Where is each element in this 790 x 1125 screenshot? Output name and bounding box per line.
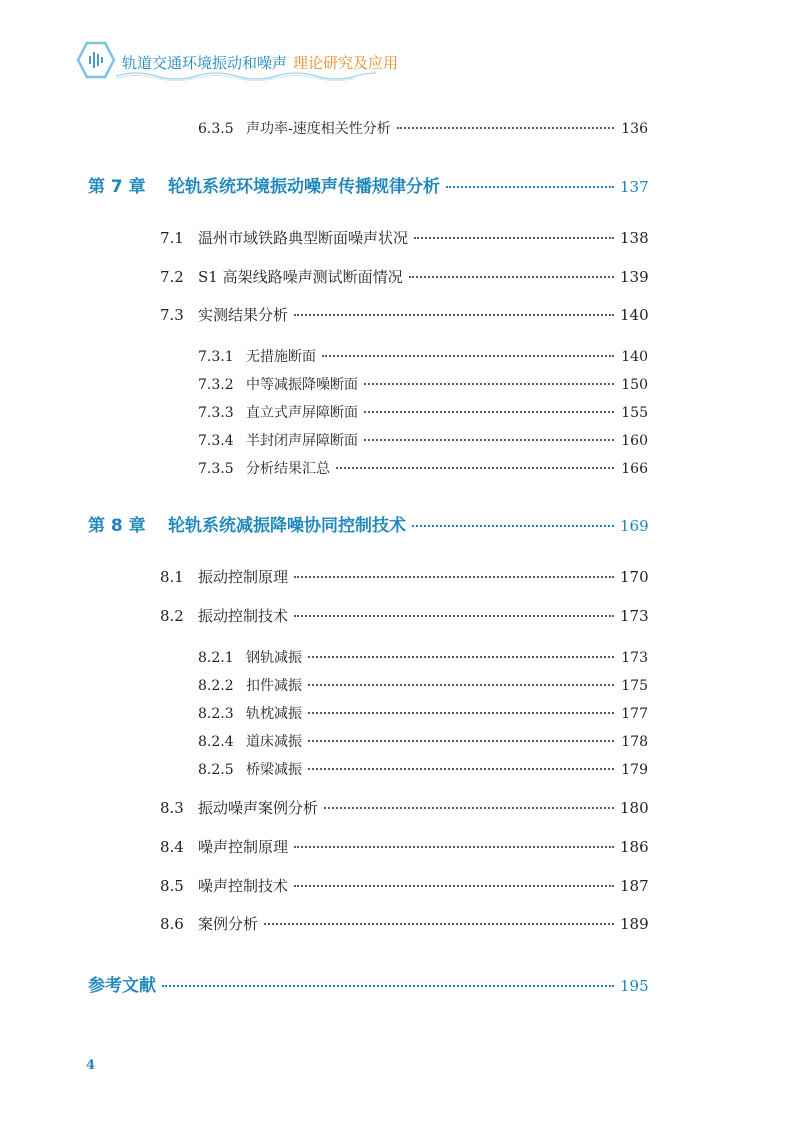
- chapter-page: 169: [620, 517, 649, 535]
- toc-entry[interactable]: [160, 797, 648, 818]
- toc-page: 180: [620, 799, 649, 817]
- toc-entry[interactable]: [198, 647, 648, 667]
- toc-entry[interactable]: [160, 605, 648, 626]
- toc-number: 7.3.4: [198, 433, 234, 449]
- dot-leader: [364, 382, 614, 385]
- dot-leader: [308, 711, 614, 714]
- dot-leader: [308, 739, 614, 742]
- toc-entry[interactable]: [160, 875, 648, 896]
- toc-entry[interactable]: [198, 458, 648, 478]
- dot-leader: [294, 884, 614, 887]
- toc-title: 噪声控制原理: [198, 838, 289, 856]
- toc-entry[interactable]: [198, 731, 648, 751]
- toc-number: 7.3.2: [198, 377, 234, 393]
- dot-leader: [308, 683, 614, 686]
- toc-title: S1 高架线路噪声测试断面情况: [198, 268, 403, 286]
- toc-page: 187: [620, 877, 649, 895]
- dot-leader: [409, 275, 614, 278]
- toc-number: 8.2.3: [198, 706, 234, 722]
- toc-page: 186: [620, 838, 649, 856]
- toc-entry[interactable]: [198, 430, 648, 450]
- toc-chapter-entry[interactable]: [88, 511, 648, 536]
- toc-page: 140: [620, 306, 649, 324]
- toc-page: 173: [621, 650, 648, 666]
- toc-number: 7.2: [160, 268, 184, 286]
- dot-leader: [397, 126, 614, 129]
- toc-number: 8.2.2: [198, 678, 234, 694]
- toc-title: 声功率-速度相关性分析: [246, 121, 391, 137]
- toc-title: 噪声控制技术: [198, 877, 289, 895]
- toc-number: 8.2.4: [198, 734, 234, 750]
- toc-page: 150: [621, 377, 648, 393]
- toc-title: 分析结果汇总: [246, 461, 330, 477]
- book-subtitle: 理论研究及应用: [293, 54, 399, 72]
- toc-number: 8.5: [160, 877, 184, 895]
- toc-entry[interactable]: [198, 374, 648, 394]
- toc-entry[interactable]: [160, 566, 648, 587]
- toc-title: 案例分析: [198, 915, 259, 933]
- toc-page: 177: [621, 706, 648, 722]
- toc-title: 扣件减振: [246, 678, 302, 694]
- dot-leader: [364, 438, 614, 441]
- toc-chapter-entry[interactable]: [88, 172, 648, 197]
- dot-leader: [324, 806, 614, 809]
- toc-page: 138: [620, 229, 649, 247]
- dot-leader: [294, 313, 614, 316]
- chapter-title: 轮轨系统环境振动噪声传播规律分析: [168, 177, 440, 197]
- toc-number: 8.4: [160, 838, 184, 856]
- toc-number: 7.3: [160, 306, 184, 324]
- dot-leader: [412, 524, 614, 527]
- book-title: 轨道交通环境振动和噪声 理论研究及应用: [122, 54, 399, 72]
- toc-number: 8.1: [160, 568, 184, 586]
- toc-page: 178: [621, 734, 648, 750]
- dot-leader: [414, 236, 614, 239]
- dot-leader: [364, 410, 614, 413]
- toc-title: 道床减振: [246, 734, 302, 750]
- toc-entry[interactable]: [160, 836, 648, 857]
- toc-title: 振动噪声案例分析: [198, 799, 319, 817]
- chapter-page: 137: [620, 178, 649, 196]
- toc-title: 无措施断面: [246, 349, 316, 365]
- references-page: 195: [620, 977, 649, 995]
- toc-title: 振动控制技术: [198, 607, 289, 625]
- toc-entry[interactable]: [198, 402, 648, 422]
- dot-leader: [308, 655, 614, 658]
- toc-entry[interactable]: [160, 266, 648, 287]
- dot-leader: [294, 575, 614, 578]
- toc-number: 8.2.5: [198, 762, 234, 778]
- toc-entry[interactable]: [198, 703, 648, 723]
- toc-page: 155: [621, 405, 648, 421]
- dot-leader: [294, 614, 614, 617]
- chapter-title: 轮轨系统减振降噪协同控制技术: [168, 516, 406, 536]
- toc-number: 7.3.1: [198, 349, 234, 365]
- toc-number: 7.3.5: [198, 461, 234, 477]
- toc-entry[interactable]: [198, 759, 648, 779]
- toc-page: 166: [621, 461, 648, 477]
- folio-page-number: 4: [86, 1058, 96, 1073]
- toc-title: 振动控制原理: [198, 568, 289, 586]
- toc-title: 温州市域铁路典型断面噪声状况: [198, 229, 409, 247]
- toc-number: 6.3.5: [198, 121, 234, 137]
- toc-number: 8.3: [160, 799, 184, 817]
- dot-leader: [264, 922, 614, 925]
- toc-entry[interactable]: [160, 913, 648, 934]
- toc-title: 桥梁减振: [246, 762, 302, 778]
- hexagon-wave-logo-icon: [76, 40, 116, 80]
- toc-entry[interactable]: [198, 118, 648, 138]
- toc-title: 轨枕减振: [246, 706, 302, 722]
- toc-title: 实测结果分析: [198, 306, 289, 324]
- toc-page: 139: [620, 268, 649, 286]
- toc-page: 140: [621, 349, 648, 365]
- references-title: 参考文献: [88, 976, 156, 996]
- toc-entry[interactable]: [198, 675, 648, 695]
- toc-entry[interactable]: [198, 346, 648, 366]
- chapter-number: 第 8 章: [88, 516, 146, 536]
- toc-title: 钢轨减振: [246, 650, 302, 666]
- toc-page: 173: [620, 607, 649, 625]
- toc-title: 直立式声屏障断面: [246, 405, 358, 421]
- toc-title: 半封闭声屏障断面: [246, 433, 358, 449]
- toc-page: 136: [621, 121, 648, 137]
- dot-leader: [308, 767, 614, 770]
- toc-page: 179: [621, 762, 648, 778]
- header-wave-decoration: [116, 70, 376, 82]
- dot-leader: [446, 185, 614, 188]
- toc-title: 中等减振降噪断面: [246, 377, 358, 393]
- toc-entry[interactable]: [160, 304, 648, 325]
- dot-leader: [322, 354, 614, 357]
- toc-references-entry[interactable]: [88, 971, 648, 996]
- toc-number: 8.2.1: [198, 650, 234, 666]
- chapter-number: 第 7 章: [88, 177, 146, 197]
- running-header: [76, 40, 399, 85]
- toc-number: 8.2: [160, 607, 184, 625]
- toc-page: 160: [621, 433, 648, 449]
- toc-page: 189: [620, 915, 649, 933]
- dot-leader: [294, 845, 614, 848]
- toc-number: 7.1: [160, 229, 184, 247]
- toc-number: 7.3.3: [198, 405, 234, 421]
- dot-leader: [336, 466, 614, 469]
- toc-number: 8.6: [160, 915, 184, 933]
- toc-page: 170: [620, 568, 649, 586]
- toc-page: 175: [621, 678, 648, 694]
- dot-leader: [162, 984, 614, 987]
- toc-entry[interactable]: [160, 227, 648, 248]
